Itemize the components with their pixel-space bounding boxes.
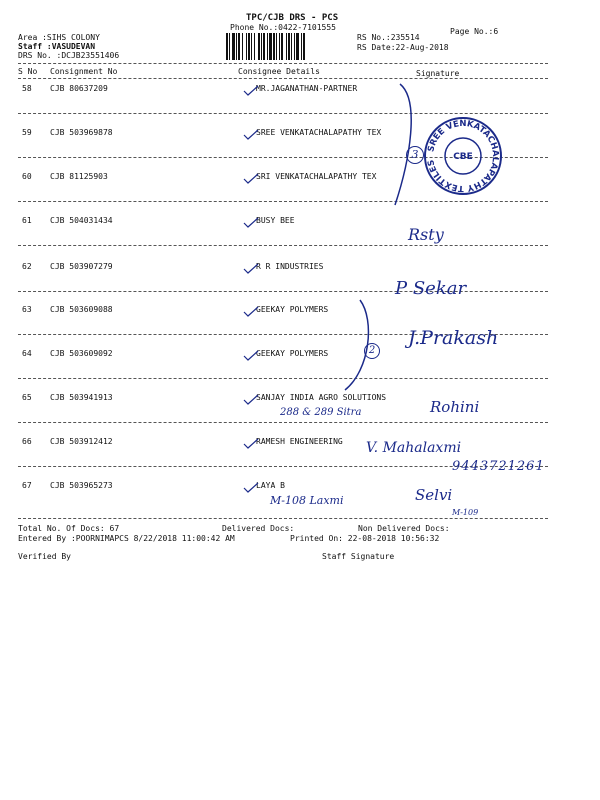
phone-number: Phone No.:0422-7101555 — [230, 23, 336, 32]
row-sno: 62 — [22, 262, 32, 271]
row-consignee: SREE VENKATACHALAPATHY TEX — [256, 128, 382, 137]
row-sno: 65 — [22, 393, 32, 402]
row-sno: 61 — [22, 216, 32, 225]
footer-rule — [18, 518, 548, 519]
circled-number-3: 3 — [406, 146, 424, 164]
row-consignment: CJB 503609088 — [50, 305, 113, 314]
row-consignee: BUSY BEE — [256, 216, 295, 225]
tick-mark — [244, 307, 258, 316]
row-consignee: R R INDUSTRIES — [256, 262, 324, 271]
row-consignee: GEEKAY POLYMERS — [256, 305, 329, 314]
tick-mark — [244, 351, 258, 360]
tick-mark — [244, 264, 258, 273]
note-67: M-108 Laxmi — [270, 494, 344, 507]
row-sno: 64 — [22, 349, 32, 358]
row-consignment: CJB 503912412 — [50, 437, 113, 446]
verified-by: Verified By — [18, 552, 71, 561]
area-label: Area :SIHS COLONY — [18, 33, 100, 42]
row-sno: 59 — [22, 128, 32, 137]
row-sno: 60 — [22, 172, 32, 181]
row-consignment: CJB 503609092 — [50, 349, 113, 358]
row-consignment: CJB 504031434 — [50, 216, 113, 225]
col-consignee: Consignee Details — [238, 67, 320, 76]
tick-mark — [244, 174, 258, 183]
row-consignee: SRI VENKATACHALAPATHY TEX — [256, 172, 377, 181]
row-consignment: CJB 503941913 — [50, 393, 113, 402]
staff-signature: Staff Signature — [322, 552, 395, 561]
tick-mark — [244, 218, 258, 227]
row-sno: 67 — [22, 481, 32, 490]
signature-62: P Sekar — [395, 278, 467, 299]
tick-mark — [244, 395, 258, 404]
signature-61: Rsty — [408, 225, 444, 244]
phone-66: 9443721261 — [452, 459, 545, 474]
row-consignment: CJB 503969878 — [50, 128, 113, 137]
row-sno: 66 — [22, 437, 32, 446]
company-stamp — [422, 115, 504, 197]
tick-mark — [244, 439, 258, 448]
rs-date: RS Date:22-Aug-2018 — [357, 43, 449, 52]
row-sno: 58 — [22, 84, 32, 93]
row-consignment: CJB 503965273 — [50, 481, 113, 490]
row-consignment: CJB 503907279 — [50, 262, 113, 271]
tick-mark — [244, 483, 258, 492]
entered-by: Entered By :POORNIMAPCS 8/22/2018 11:00:42 AM — [18, 534, 235, 543]
tick-mark — [244, 86, 258, 95]
svg-text:SREE VENKATACHALAPATHY TEXTILE: SREE VENKATACHALAPATHY TEXTILES — [426, 118, 501, 194]
total-docs: Total No. Of Docs: 67 — [18, 524, 120, 533]
row-consignee: MR.JAGANATHAN-PARTNER — [256, 84, 358, 93]
signature-66: V. Mahalaxmi — [366, 440, 462, 456]
svg-text:CBE: CBE — [453, 152, 473, 162]
row-consignment: CJB 80637209 — [50, 84, 108, 93]
document-title: TPC/CJB DRS - PCS — [246, 13, 339, 23]
signature-65: Rohini — [430, 398, 480, 416]
signature-64: J.Prakash — [408, 327, 499, 349]
col-sno: S No — [18, 67, 38, 76]
circled-number-2: 2 — [364, 343, 380, 359]
signature-67: Selvi — [415, 486, 453, 504]
delivered-docs: Delivered Docs: — [222, 524, 295, 533]
non-delivered-docs: Non Delivered Docs: — [358, 524, 450, 533]
row-consignee: RAMESH ENGINEERING — [256, 437, 343, 446]
page-number: Page No.:6 — [450, 27, 499, 36]
row-consignee: LAYA B — [256, 481, 285, 490]
signature-67-sub: M-109 — [452, 508, 479, 517]
staff-label: Staff :VASUDEVAN — [18, 42, 96, 51]
rs-number: RS No.:235514 — [357, 33, 420, 42]
row-consignee: SANJAY INDIA AGRO SOLUTIONS — [256, 393, 387, 402]
note-65: 288 & 289 Sitra — [280, 407, 362, 418]
col-signature: Signature — [416, 69, 460, 78]
col-consignment: Consignment No — [50, 67, 118, 76]
row-sno: 63 — [22, 305, 32, 314]
drs-number: DRS No. :DCJB23551406 — [18, 51, 120, 60]
tick-mark — [244, 130, 258, 139]
row-consignment: CJB 81125903 — [50, 172, 108, 181]
printed-on: Printed On: 22-08-2018 10:56:32 — [290, 534, 440, 543]
row-consignee: GEEKAY POLYMERS — [256, 349, 329, 358]
